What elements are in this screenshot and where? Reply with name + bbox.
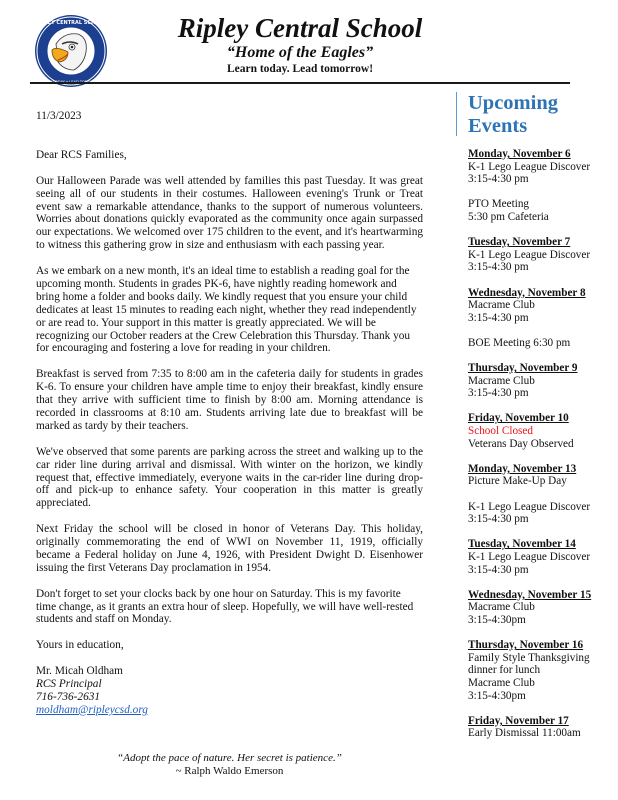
event-item: Veterans Day Observed	[468, 437, 574, 450]
sidebar-heading	[456, 92, 616, 138]
event-day-heading: Thursday, November 16	[468, 639, 584, 652]
signer-email-link[interactable]: moldham@ripleycsd.org	[36, 703, 148, 716]
event-item: Picture Make-Up Day	[468, 475, 567, 488]
event-day-heading: Friday, November 10	[468, 412, 569, 425]
event-item: Macrame Club	[468, 601, 535, 614]
event-item: 3:15-4:30pm	[468, 689, 526, 702]
sidebar-heading-line2: Events	[468, 115, 528, 137]
paragraph-car-rider: We've observed that some parents are parking across the street and walking up to the car rider line during arrival and dismissal. With winter on the horizon, we kindly request that, effective immediately, everyone waits in the car-rider line during drop-off and pick-up to enhance safety. Your cooperation in this matter is greatly appreciated.	[36, 445, 423, 510]
signer-role: RCS Principal	[36, 677, 102, 690]
event-day-heading: Wednesday, November 8	[468, 286, 586, 299]
event-item: Macrame Club	[468, 299, 535, 312]
event-block	[468, 639, 618, 702]
event-day-heading: Wednesday, November 15	[468, 588, 592, 601]
event-item: K-1 Lego League Discover	[468, 160, 591, 173]
event-block	[468, 337, 618, 350]
event-item: Family Style Thanksgiving	[468, 651, 590, 664]
event-item: School Closed	[468, 425, 533, 438]
event-block	[468, 362, 618, 400]
event-item: 3:15-4:30 pm	[468, 311, 529, 324]
letter-body	[36, 110, 423, 717]
paragraph-time-change: Don't forget to set your clocks back by one hour on Saturday. This is my favorite time change, as it grants an extra hour of sleep. Hopefully, we will have well-rested students and staff on Monday.	[36, 587, 414, 626]
event-block	[468, 236, 618, 274]
event-item: 5:30 pm Cafeteria	[468, 210, 549, 223]
event-item: K-1 Lego League Discover	[468, 248, 591, 261]
event-item: 3:15-4:30 pm	[468, 563, 529, 576]
paragraph-reading: As we embark on a new month, it's an ideal time to establish a reading goal for the upcoming month. Students in grades PK-6, have nightly reading homework and bring home a folder and books daily. We kindly request that you ensure your child dedicates at least 15 minutes to reading each night, whether they read independently or are read to. Your support in this matter is greatly appreciated. We will be recognizing our October readers at the Crew Celebration this Thursday. Thank you for encouraging and fostering a love for reading in your children.	[36, 265, 417, 355]
event-item: 3:15-4:30 pm	[468, 173, 529, 186]
paragraph-halloween: Our Halloween Parade was well attended by families this past Tuesday. It was great seeing all of our students in their costumes. Halloween evening's Trunk or Treat event saw a remarkable attendance, thanks to the support of numerous volunteers. Worries about donations quickly evaporated as the community once again surpassed our expectations. We welcomed over 175 children to the event, and it's heartwarming to witness this gathering grow in size and enthusiasm with each passing year.	[36, 174, 423, 252]
paragraph-veterans-day: Next Friday the school will be closed in honor of Veterans Day. This holiday, originally commemorating the end of WWI on November 11, 1919, officially became a Federal holiday on June 4, 1926, with President Dwight D. Eisenhower issuing the first Veterans Day proclamation in 1954.	[36, 523, 423, 574]
event-day-heading: Tuesday, November 7	[468, 236, 571, 249]
signature-block	[36, 665, 423, 717]
event-day-heading: Friday, November 17	[468, 714, 569, 727]
event-block	[468, 463, 618, 488]
eagle-mascot-seal-icon	[34, 14, 108, 88]
event-block	[468, 412, 618, 450]
school-logo	[34, 14, 108, 88]
svg-text:RIPLEY CENTRAL SCHOOL: RIPLEY CENTRAL SCHOOL	[35, 20, 107, 26]
event-day-heading: Monday, November 13	[468, 462, 577, 475]
letter-closing: Yours in education,	[36, 639, 124, 652]
masthead	[130, 12, 470, 77]
letter-date: 11/3/2023	[36, 110, 82, 122]
event-item: 3:15-4:30 pm	[468, 513, 529, 526]
quote-author: ~ Ralph Waldo Emerson	[175, 765, 284, 777]
paragraph-breakfast: Breakfast is served from 7:35 to 8:00 am in the cafeteria daily for students in grades K-6. To ensure your children have ample time to enjoy their breakfast, kindly ensure that they arrive with sufficient time to finish by 8:00 am. Morning attendance is recorded in classrooms at 8:10 am. Students arriving late due to breakfast will be marked as tardy by their teachers.	[36, 368, 423, 432]
school-tagline: Learn today. Lead tomorrow!	[226, 63, 374, 75]
header-divider	[30, 82, 570, 84]
event-block	[468, 287, 618, 325]
event-block	[468, 198, 618, 223]
quote-text: “Adopt the pace of nature. Her secret is patience.”	[117, 752, 342, 764]
upcoming-events-sidebar	[456, 92, 616, 740]
closing-quote	[36, 752, 423, 778]
event-item: K-1 Lego League Discover	[468, 500, 591, 513]
event-item: 3:15-4:30pm	[468, 613, 526, 626]
school-motto: “Home of the Eagles”	[226, 44, 374, 61]
event-block	[468, 589, 618, 627]
event-item: Macrame Club	[468, 676, 535, 689]
event-item: 3:15-4:30 pm	[468, 261, 529, 274]
event-day-heading: Thursday, November 9	[468, 362, 578, 375]
event-day-heading: Monday, November 6	[468, 148, 571, 160]
event-item: PTO Meeting	[468, 198, 530, 211]
event-day-heading: Tuesday, November 14	[468, 538, 576, 551]
signer-name: Mr. Micah Oldham	[36, 665, 123, 678]
event-item: Early Dismissal 11:00am	[468, 727, 581, 740]
event-block	[468, 715, 618, 740]
event-item: BOE Meeting 6:30 pm	[468, 336, 571, 349]
event-item: K-1 Lego League Discover	[468, 551, 591, 563]
letter-greeting: Dear RCS Families,	[36, 148, 127, 161]
sidebar-accent-line	[456, 92, 457, 136]
events-list	[468, 148, 618, 753]
event-item: dinner for lunch	[468, 664, 541, 677]
event-block	[468, 148, 618, 186]
event-block	[468, 501, 618, 526]
school-name: Ripley Central School	[177, 13, 423, 43]
signer-phone: 716-736-2631	[36, 690, 101, 703]
event-item: Macrame Club	[468, 374, 535, 387]
sidebar-heading-line1: Upcoming	[468, 92, 558, 114]
event-item: 3:15-4:30 pm	[468, 387, 529, 400]
event-block	[468, 538, 618, 576]
